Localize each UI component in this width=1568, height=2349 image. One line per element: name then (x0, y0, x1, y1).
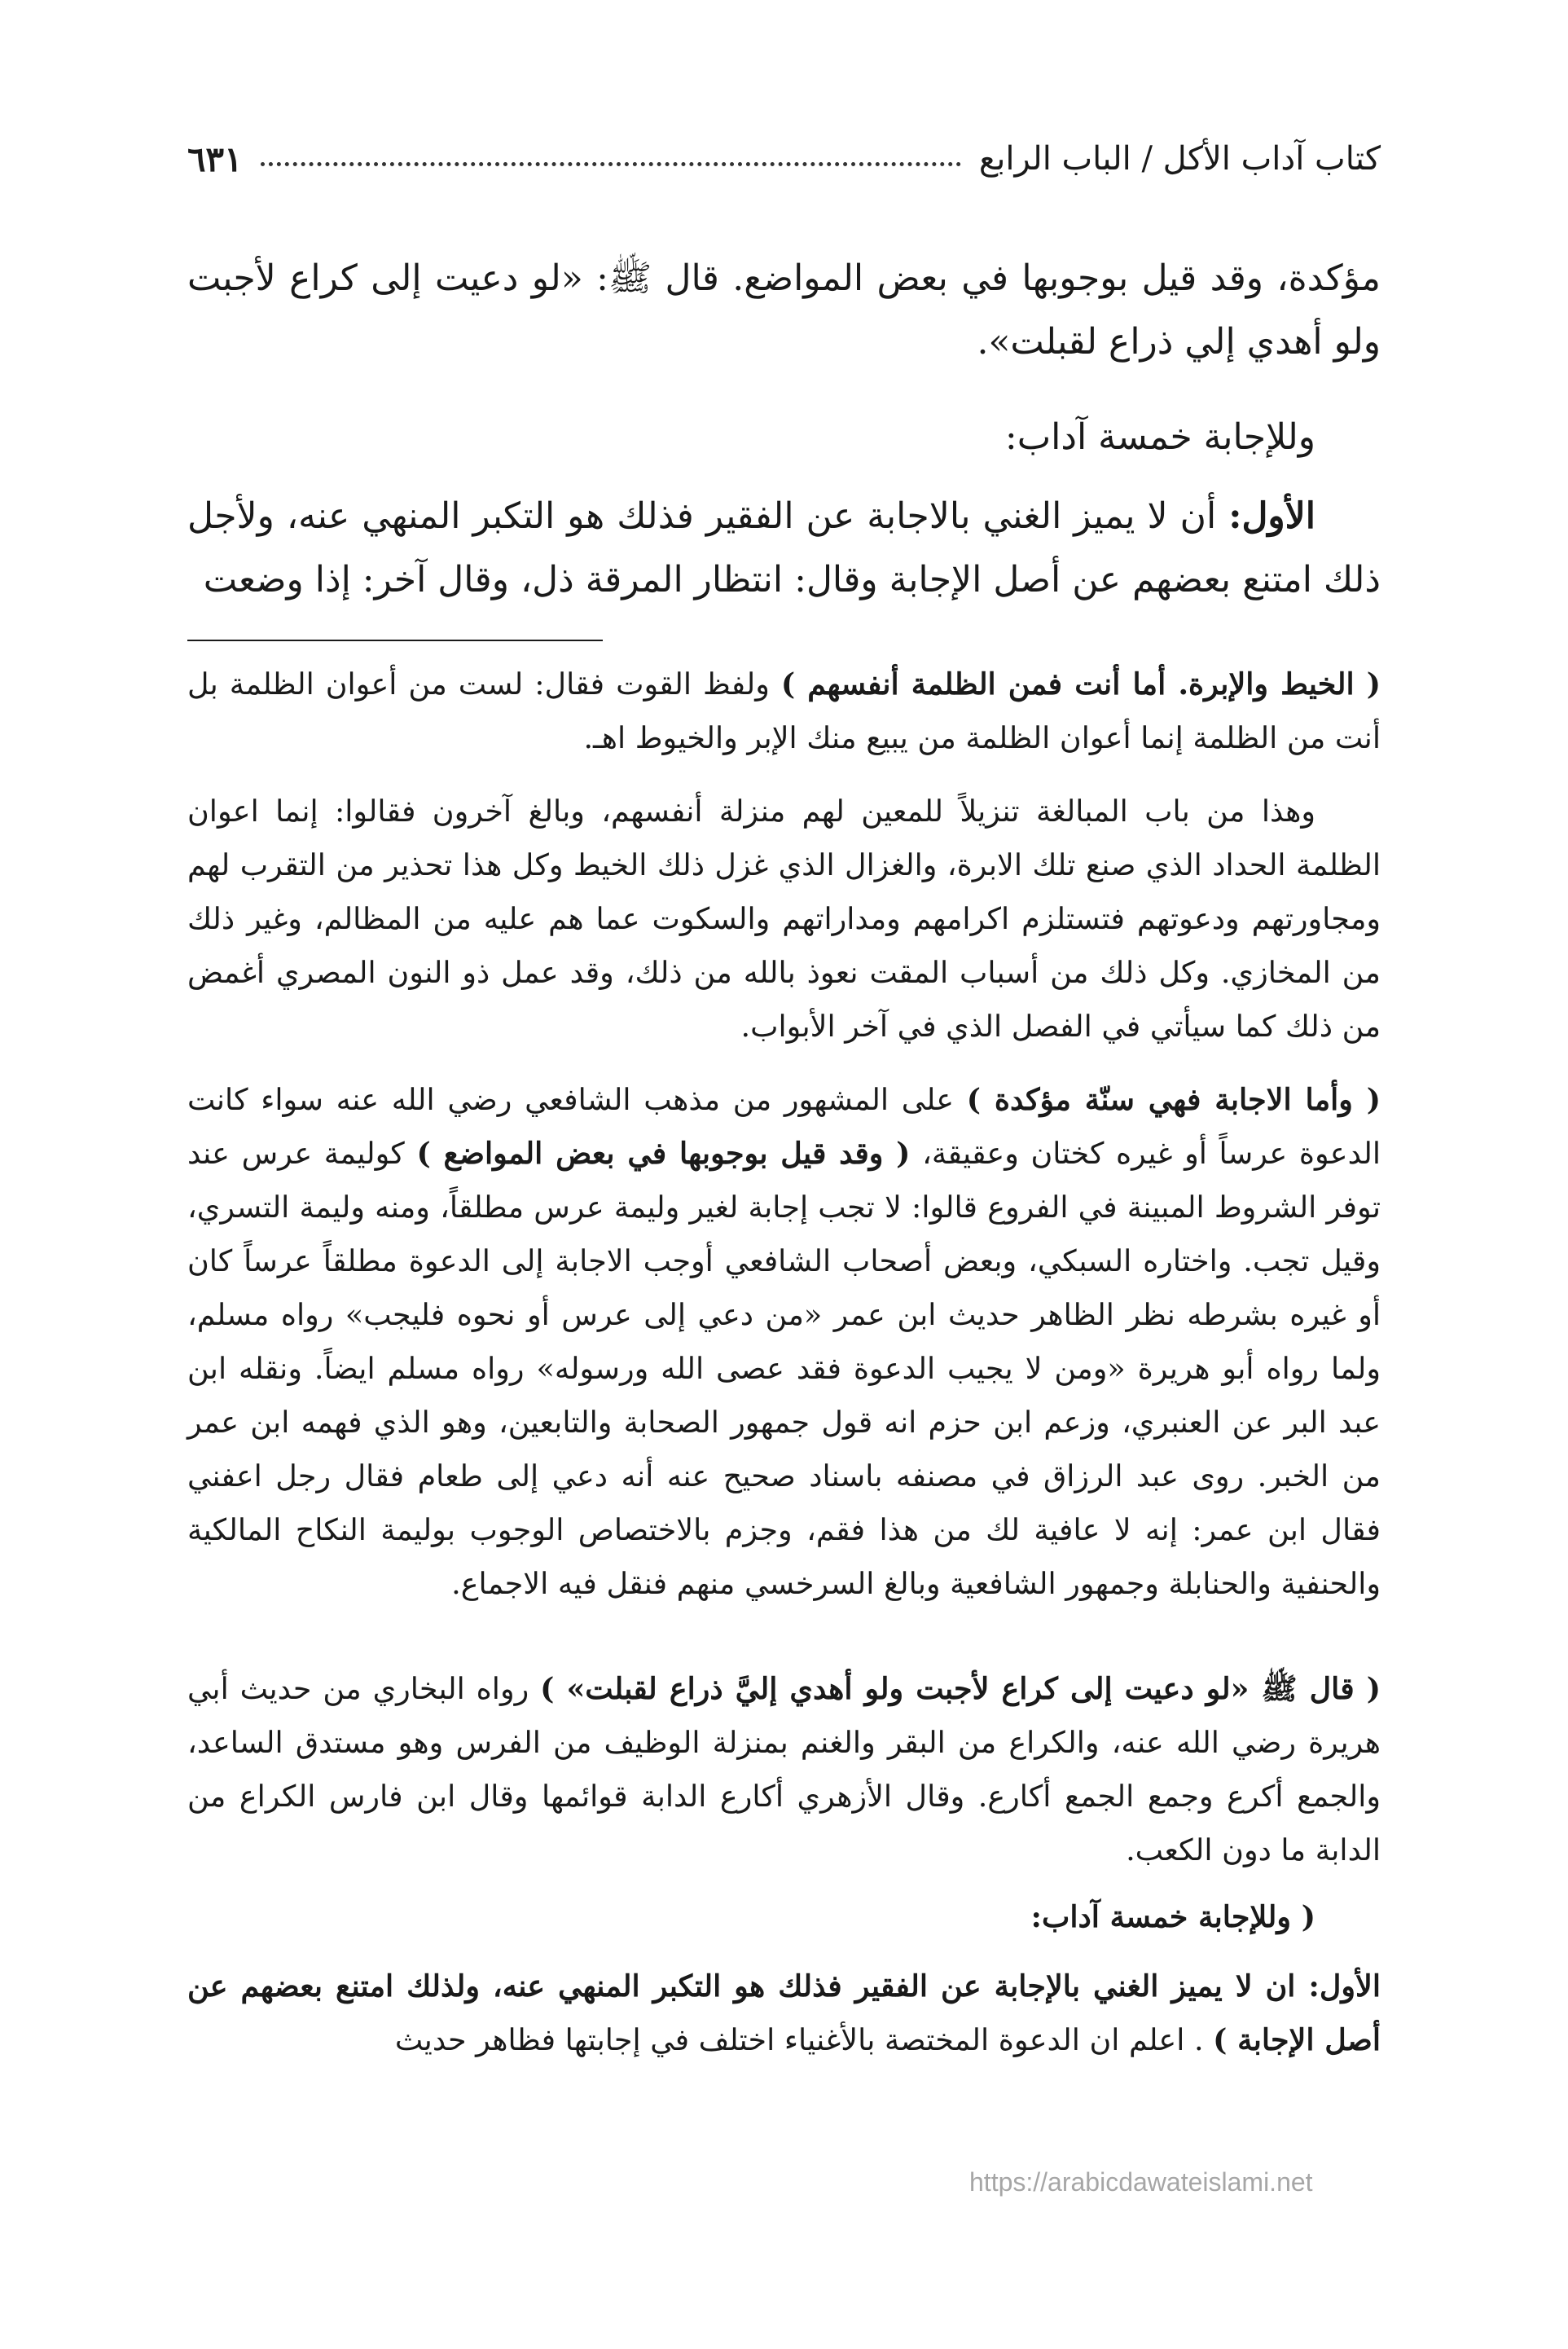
quoted-phrase: ( وأما الاجابة فهي سنّة مؤكدة ) (966, 1082, 1381, 1117)
commentary-paragraph-2: وهذا من باب المبالغة تنزيلاً للمعين لهم منزلة أنفسهم، وبالغ آخرون فقالوا: إنما اعوان الظلمة الحداد الذي صنع تلك الابرة، والغزال الذي غزل ذلك الخيط وكل هذا تحذير من التقرب لهم ومجاورتهم ودعوتهم فتستلزم اكرامهم ومداراتهم والسكوت عما هم عليه من المظالم، وغير ذلك من المخازي. وكل ذلك من أسباب المقت نعوذ بالله من ذلك، وقد عمل ذو النون المصري أغمض من ذلك كما سيأتي في الفصل الذي في آخر الأبواب. (187, 794, 1381, 1044)
commentary-paragraph-4 (187, 1662, 1381, 1877)
commentary-paragraph-1 (187, 658, 1381, 765)
chapter-title: كتاب آداب الأكل / الباب الرابع (978, 140, 1381, 178)
watermark-url: https://arabicdawateislami.net (969, 2167, 1313, 2197)
commentary-paragraph-6 (187, 1960, 1381, 2067)
commentary-heading: ( وللإجابة خمسة آداب: (1030, 1899, 1315, 1934)
commentary-text: ولفظ القوت فقال: لست من أعوان الظلمة بل أنت من الظلمة إنما أعوان الظلمة من يبيع منك الإبر والخيوط اهـ. (187, 666, 1381, 755)
first-etiquette-label: الأول: (1228, 495, 1315, 537)
commentary-text: على المشهور من مذهب الشافعي رضي الله عنه سواء كانت الدعوة عرساً أو غيره كختان وعقيقة، (187, 1082, 1381, 1171)
main-paragraph-1: مؤكدة، وقد قيل بوجوبها في بعض المواضع. قال ﷺ: «لو دعيت إلى كراع لأجبت ولو أهدي إلي ذراع لقبلت». (187, 257, 1381, 363)
quoted-phrase: ( الخيط والإبرة. أما أنت فمن الظلمة أنفسهم ) (780, 666, 1381, 702)
commentary-text: . اعلم ان الدعوة المختصة بالأغنياء اختلف في إجابتها فظاهر حديث (394, 2022, 1204, 2057)
main-paragraph-3 (187, 485, 1381, 612)
quoted-phrase: الأول: ان لا يميز الغني بالإجابة عن الفقير فذلك هو التكبر المنهي عنه، ولذلك امتنع بعضهم عن أصل الإجابة ) (187, 1968, 1381, 2057)
dotted-leader (261, 162, 961, 166)
commentary-text: رواه البخاري من حديث أبي هريرة رضي الله عنه، والكراع من البقر والغنم بمنزلة الوظيف من الفرس وهو مستدق الساعد، والجمع أكرع وجمع الجمع أكارع. وقال الأزهري أكارع الدابة قوائمها وقال ابن فارس الكراع من الدابة ما دون الكعب. (187, 1671, 1381, 1867)
first-etiquette-text: أن لا يميز الغني بالاجابة عن الفقير فذلك هو التكبر المنهي عنه، ولأجل ذلك امتنع بعضهم عن أصل الإجابة وقال: انتظار المرقة ذل، وقال آخر: إذا وضعت (187, 495, 1381, 600)
running-header (187, 130, 1381, 187)
page-number: ٦٣١ (187, 139, 243, 179)
quoted-hadith: ( قال ﷺ «لو دعيت إلى كراع لأجبت ولو أهدي إليَّ ذراع لقبلت» ) (540, 1671, 1381, 1706)
commentary-paragraph-3 (187, 1073, 1381, 1611)
quoted-phrase: ( وقد قيل بوجوبها في بعض المواضع ) (416, 1136, 911, 1171)
main-paragraph-2: وللإجابة خمسة آداب: (1004, 416, 1315, 458)
commentary-text: كوليمة عرس عند توفر الشروط المبينة في الفروع قالوا: لا تجب إجابة لغير وليمة عرس مطلقاً، ومنه وليمة التسري، وقيل تجب. واختاره السبكي، وبعض أصحاب الشافعي أوجب الاجابة إلى الدعوة مطلقاً عرساً كان أو غيره بشرطه نظر الظاهر حديث ابن عمر «من دعي إلى عرس أو نحوه فليجب» رواه مسلم، ولما رواه أبو هريرة «ومن لا يجيب الدعوة فقد عصى الله ورسوله» رواه مسلم ايضاً. ونقله ابن عبد البر عن العنبري، وزعم ابن حزم انه قول جمهور الصحابة والتابعين، وهو الذي فهمه ابن عمر من الخبر. روى عبد الرزاق في مصنفه باسناد صحيح عنه أنه دعي إلى طعام فقال رجل اعفني فقال ابن عمر: إنه لا عافية لك من هذا فقم، وجزم بالاختصاص الوجوب بوليمة النكاح المالكية والحنفية والحنابلة وجمهور الشافعية وبالغ السرخسي منهم فنقل فيه الاجماع. (187, 1136, 1381, 1601)
footnote-divider (187, 640, 603, 641)
